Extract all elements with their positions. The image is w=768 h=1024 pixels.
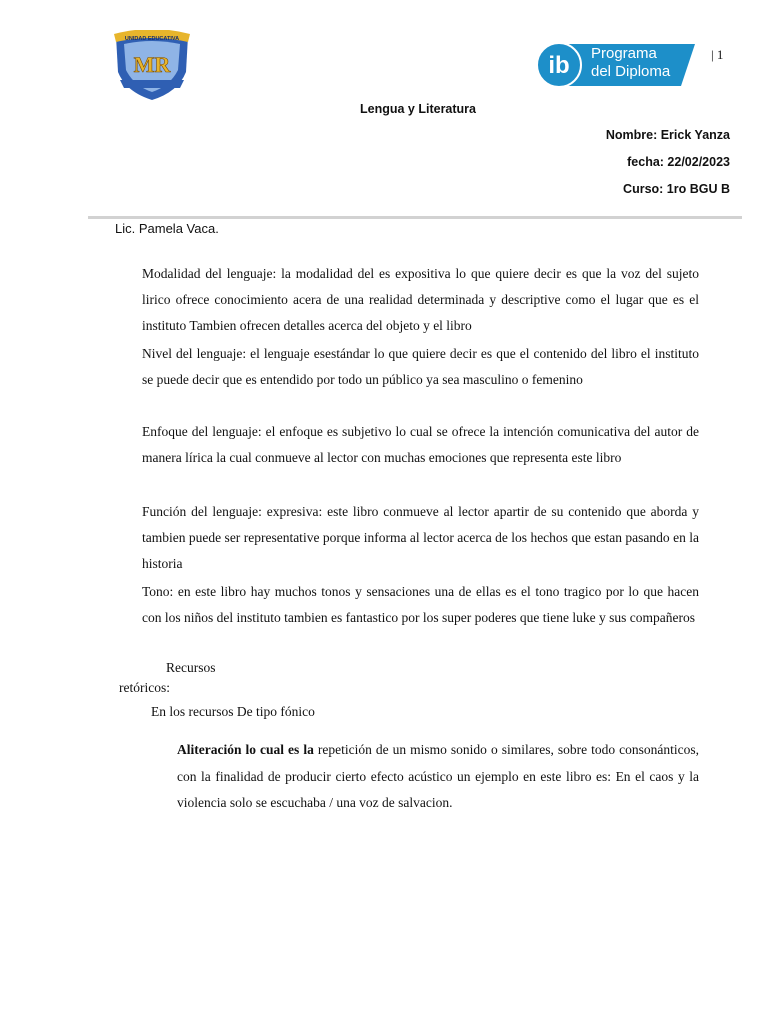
ib-logo-line2: del Diploma xyxy=(591,63,671,80)
aliteracion-definition: repetición de un mismo sonido o similares, sobre todo consonánticos, con la finalidad de producir cierto efecto acústico un ejemplo en este libro es: En el caos y la violencia solo se escuchaba / una voz de salvacion. xyxy=(177,742,699,810)
recursos-label: Recursos xyxy=(166,660,216,675)
school-logo xyxy=(108,30,196,102)
list-item-modalidad: Modalidad del lenguaje: la modalidad del es expositiva lo que quiere decir es que la voz del sujeto lirico ofrece conocimiento acera de una realidad determinada y descriptive como el lugar que es el instituto Tambien ofrecen detalles acerca del objeto y el libro xyxy=(142,266,699,333)
header-divider xyxy=(88,216,742,219)
teacher-name: Lic. Pamela Vaca. xyxy=(115,221,219,236)
document-title: Lengua y Literatura xyxy=(360,102,476,116)
svg-text:ib: ib xyxy=(548,52,570,79)
ib-logo-line1: Programa xyxy=(591,45,657,62)
list-item-aliteracion xyxy=(177,737,699,817)
svg-text:UNIDAD EDUCATIVA: UNIDAD EDUCATIVA xyxy=(124,36,180,42)
student-name: Nombre: Erick Yanza xyxy=(605,128,730,142)
recursos-label-continuation: retóricos: xyxy=(119,680,170,695)
page-number: | 1 xyxy=(711,47,724,62)
recursos-subheading: En los recursos De tipo fónico xyxy=(151,704,315,719)
ib-programa-diploma-logo xyxy=(535,40,697,90)
list-item-enfoque: Enfoque del lenguaje: el enfoque es subjetivo lo cual se ofrece la intención comunicativa del autor de manera lírica la cual conmueve al lector con muchas emociones que representa este libro xyxy=(142,424,699,465)
svg-text:MR: MR xyxy=(133,52,171,77)
course: Curso: 1ro BGU B xyxy=(623,182,730,196)
date: fecha: 22/02/2023 xyxy=(627,155,730,169)
aliteracion-term: Aliteración lo cual es la xyxy=(177,742,314,757)
list-item-funcion: Función del lenguaje: expresiva: este libro conmueve al lector apartir de su contenido que aborda y tambien puede ser representative porque informa al lector acerca de los hechos que estan pasando en la historia xyxy=(142,504,699,571)
list-item-tono: Tono: en este libro hay muchos tonos y sensaciones una de ellas es el tono tragico por lo que hacen con los niños del instituto tambien es fantastico por los super poderes que tiene luke y sus compañeros xyxy=(142,584,699,625)
list-item-nivel: Nivel del lenguaje: el lenguaje esestándar lo que quiere decir es que el contenido del libro el instituto se puede decir que es entendido por todo un público ya sea masculino o femenino xyxy=(142,346,699,387)
